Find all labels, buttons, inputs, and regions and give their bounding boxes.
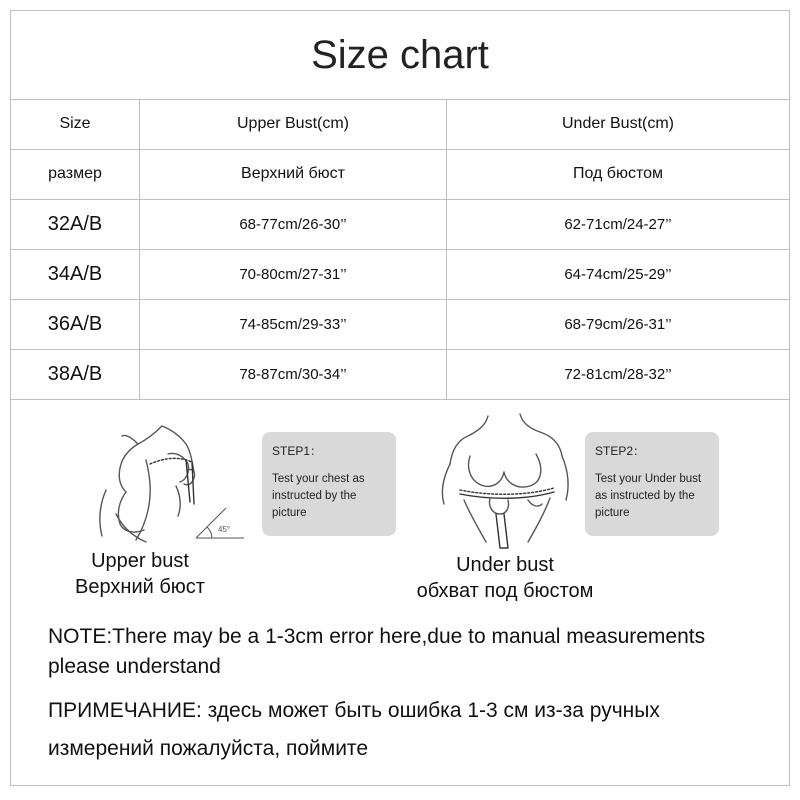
step1-card: [262, 432, 396, 536]
header-size-ru: размер: [11, 149, 140, 199]
upper-bust-cell: 70-80cm/27-31’’: [140, 249, 447, 299]
step2-title: STEP2：: [595, 444, 646, 458]
table-row: [11, 299, 789, 349]
under-bust-cell: 72-81cm/28-32’’: [447, 349, 790, 399]
table-header-row-ru: [11, 149, 789, 199]
header-under-bust: Under Bust(cm): [447, 99, 790, 149]
caption-ru: Верхний бюст: [75, 576, 205, 598]
angle-label: 45°: [218, 525, 231, 534]
upper-bust-caption: [50, 548, 230, 600]
table-row: [11, 349, 789, 399]
table-row: [11, 199, 789, 249]
size-cell: 34A/B: [11, 249, 140, 299]
under-bust-cell: 68-79cm/26-31’’: [447, 299, 790, 349]
header-under-bust-ru: Под бюстом: [447, 149, 790, 199]
step1-title: STEP1：: [272, 444, 323, 458]
size-cell: 38A/B: [11, 349, 140, 399]
header-upper-bust: Upper Bust(cm): [140, 99, 447, 149]
note-russian: ПРИМЕЧАНИЕ: здесь может быть ошибка 1-3 см из-за ручных измерений пожалуйста, поймите: [48, 699, 660, 760]
table-row: [11, 249, 789, 299]
caption-ru: обхват под бюстом: [416, 580, 594, 602]
size-cell: 36A/B: [11, 299, 140, 349]
step1-text: Test your chest as instructed by the picture: [272, 473, 365, 519]
caption-en: Upper bust: [91, 550, 189, 572]
under-bust-caption: [380, 552, 630, 604]
header-upper-bust-ru: Верхний бюст: [140, 149, 447, 199]
size-cell: 32A/B: [11, 199, 140, 249]
upper-bust-illustration: [76, 420, 248, 545]
under-bust-illustration: [430, 410, 580, 550]
caption-en: Under bust: [456, 554, 554, 576]
upper-bust-cell: 68-77cm/26-30’’: [140, 199, 447, 249]
step2-text: Test your Under bust as instructed by the picture: [595, 473, 702, 519]
step2-card: [585, 432, 719, 536]
page-title: Size chart: [11, 11, 789, 100]
under-bust-cell: 62-71cm/24-27’’: [447, 199, 790, 249]
size-table: [11, 99, 789, 400]
table-header-row-en: [11, 99, 789, 149]
header-size: Size: [11, 99, 140, 149]
upper-bust-cell: 78-87cm/30-34’’: [140, 349, 447, 399]
under-bust-cell: 64-74cm/25-29’’: [447, 249, 790, 299]
upper-bust-cell: 74-85cm/29-33’’: [140, 299, 447, 349]
note-english: NOTE:There may be a 1-3cm error here,due to manual measurements please understand: [48, 625, 706, 678]
